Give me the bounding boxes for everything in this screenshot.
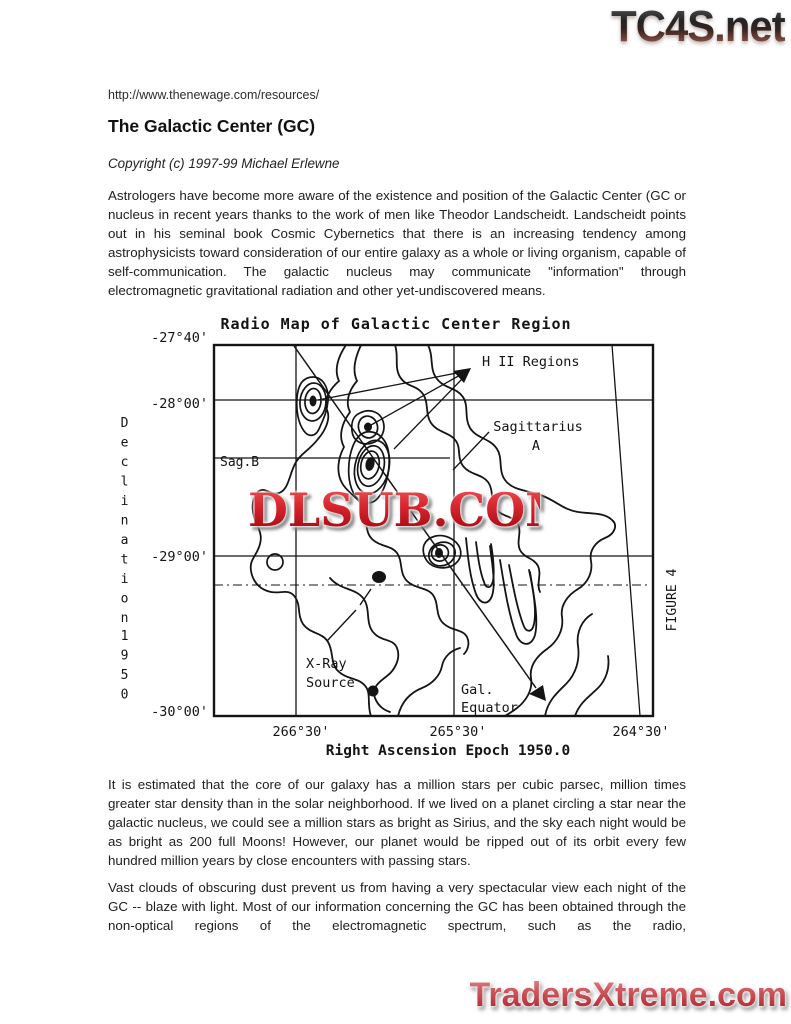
figure-side-caption: FIGURE 4 bbox=[665, 568, 680, 632]
label-xray-2: Source bbox=[306, 675, 355, 691]
ytick-29-00: -29°00' bbox=[151, 549, 208, 565]
article-title: The Galactic Center (GC) bbox=[108, 116, 316, 136]
label-gal-2: Equator bbox=[461, 700, 518, 716]
h2-arrowhead bbox=[453, 368, 471, 383]
label-gal-1: Gal. bbox=[461, 682, 494, 698]
paragraph-3: Vast clouds of obscuring dust prevent us from having a very spectacular view each night of the GC -- blaze with light. Most of our information concerning the GC has been obtained through the non-optical regions of the electromagnetic spectrum, such as the radio, bbox=[108, 880, 686, 933]
xray-source-dot bbox=[372, 571, 386, 583]
label-xray-1: X-Ray bbox=[306, 656, 347, 672]
copyright-line: Copyright (c) 1997-99 Michael Erlewne bbox=[108, 156, 340, 171]
tc4s-site-logo[interactable]: TC4S.net bbox=[611, 2, 785, 51]
tradersxtreme-site-logo[interactable]: TradersXtreme.com bbox=[469, 976, 787, 1014]
label-sag-b: Sag.B bbox=[220, 455, 260, 470]
figure-title: Radio Map of Galactic Center Region bbox=[220, 315, 572, 333]
label-sagittarius-a: A bbox=[531, 438, 541, 454]
dlsub-watermark: DLSUB.COM bbox=[248, 483, 577, 537]
y-axis-label-epoch: 1950 bbox=[117, 629, 132, 707]
y-axis-label-declination: Declination bbox=[117, 416, 132, 631]
x-axis-label: Right Ascension Epoch 1950.0 bbox=[325, 743, 571, 759]
xtick-266-30: 266°30' bbox=[272, 724, 330, 740]
paragraph-1: Astrologers have become more aware of the existence and position of the Galactic Center (GC or nucleus in recent years thanks to the work of men like Theodor Landscheidt. Landscheidt points out in his seminal book Cosmic Cybernetics that there is an increasing tendency among astrophysicists toward consideration of our entire galaxy as a whole or living organism, capable of self-communication. The galactic nucleus may communicate "information" through electromagnetic gravitational radiation and other yet-undiscovered means. bbox=[108, 188, 686, 298]
paragraph-2: It is estimated that the core of our galaxy has a million stars per cubic parsec, million times greater star density than in the solar neighborhood. If we lived on a planet circling a star near the galactic nucleus, we could see a million stars as bright as Sirius, and the sky each night would be as bright as 200 full Moons! However, our planet would be ripped out of its orbit every few hundred million years by close encounters with passing stars. bbox=[108, 777, 686, 868]
xtick-264-30: 264°30' bbox=[612, 724, 670, 740]
ytick-30-00: -30°00' bbox=[151, 704, 208, 720]
xtick-265-30: 265°30' bbox=[429, 724, 487, 740]
xray-pointer-line bbox=[327, 589, 371, 641]
ytick-27-40: -27°40' bbox=[151, 330, 208, 346]
source-url-text: http://www.thenewage.com/resources/ bbox=[108, 88, 320, 102]
point-source-dot bbox=[368, 686, 379, 697]
ytick-28-00: -28°00' bbox=[151, 396, 208, 412]
label-sagittarius: Sagittarius bbox=[493, 419, 583, 435]
label-h2-regions: H II Regions bbox=[482, 354, 580, 370]
